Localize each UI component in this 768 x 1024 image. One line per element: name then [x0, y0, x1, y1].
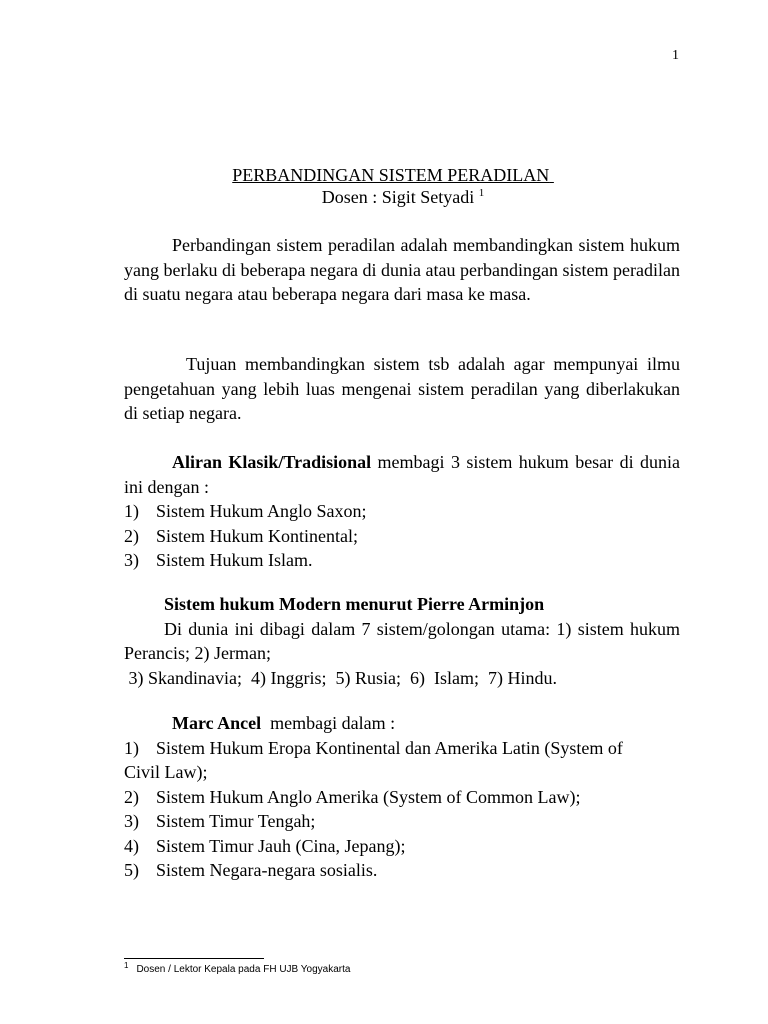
- list-item: [124, 834, 680, 859]
- list-number: 1): [124, 737, 139, 758]
- purpose-text: Tujuan membandingkan sistem tsb adalah agar mempunyai ilmu pengetahuan yang lebih luas mengenai sistem peradilan yang diberlakukan di setiap negara.: [124, 354, 680, 423]
- list-text: Sistem Hukum Anglo Amerika (System of Common Law);: [156, 786, 581, 807]
- list-text: Sistem Hukum Islam.: [156, 550, 313, 570]
- list-number: 3): [124, 811, 139, 831]
- list-text: Civil Law);: [124, 762, 208, 782]
- classic-section: [124, 450, 680, 573]
- list-text: Sistem Hukum Anglo Saxon;: [156, 501, 367, 521]
- list-item-continuation: [124, 760, 680, 785]
- list-item: [124, 785, 680, 810]
- classic-intro: [124, 450, 680, 499]
- list-number: 3): [124, 550, 139, 570]
- ancel-list: [124, 736, 680, 883]
- list-text: Sistem Timur Tengah;: [156, 811, 316, 831]
- list-item: [124, 499, 680, 524]
- purpose-paragraph: [124, 352, 680, 426]
- title-lecturer: [0, 186, 768, 208]
- classic-text: membagi 3 sistem hukum besar di dunia ini dengan :: [124, 452, 680, 497]
- footnote-ref[interactable]: 1: [478, 187, 485, 199]
- list-text: Sistem Hukum Kontinental;: [156, 525, 358, 546]
- list-number: 2): [124, 525, 139, 546]
- footnote-separator: [124, 958, 264, 959]
- footnote: [124, 960, 351, 975]
- footnote-number: 1: [124, 960, 129, 970]
- list-number: 5): [124, 860, 139, 880]
- title-main: PERBANDINGAN SISTEM PERADILAN: [232, 165, 550, 185]
- list-item: [124, 809, 680, 834]
- list-item: [124, 858, 680, 883]
- list-item: [124, 548, 680, 573]
- ancel-section: [124, 711, 680, 883]
- document-title: [0, 164, 768, 208]
- classic-list: [124, 499, 680, 573]
- list-item: [124, 524, 680, 549]
- list-text: Sistem Timur Jauh (Cina, Jepang);: [156, 835, 406, 856]
- list-text: Sistem Hukum Eropa Kontinental dan Amerika Latin (System of: [156, 737, 623, 758]
- list-number: 1): [124, 501, 139, 521]
- list-text: Sistem Negara-negara sosialis.: [156, 860, 378, 880]
- lecturer-text: Dosen : Sigit Setyadi: [321, 187, 475, 207]
- list-item: [124, 736, 680, 761]
- intro-text: Perbandingan sistem peradilan adalah membandingkan sistem hukum yang berlaku di beberapa negara di dunia atau perbandingan sistem peradilan di suatu negara atau beberapa negara dari masa ke masa.: [124, 235, 680, 304]
- classic-heading: Aliran Klasik/Tradisional: [172, 452, 372, 472]
- ancel-text: membagi dalam :: [261, 713, 396, 733]
- modern-heading: Sistem hukum Modern menurut Pierre Arminjon: [164, 594, 545, 614]
- list-number: 2): [124, 786, 139, 807]
- footnote-text: Dosen / Lektor Kepala pada FH UJB Yogyakarta: [136, 964, 351, 975]
- modern-line2: 3) Skandinavia; 4) Inggris; 5) Rusia; 6) Islam; 7) Hindu.: [124, 667, 557, 688]
- page-number: 1: [672, 48, 679, 63]
- modern-section: [124, 592, 680, 690]
- ancel-heading: Marc Ancel: [172, 713, 262, 733]
- modern-line1: Di dunia ini dibagi dalam 7 sistem/golongan utama: 1) sistem hukum Perancis; 2) Jerman;: [124, 618, 680, 663]
- list-number: 4): [124, 835, 139, 856]
- ancel-intro: [124, 711, 680, 736]
- intro-paragraph: [124, 233, 680, 307]
